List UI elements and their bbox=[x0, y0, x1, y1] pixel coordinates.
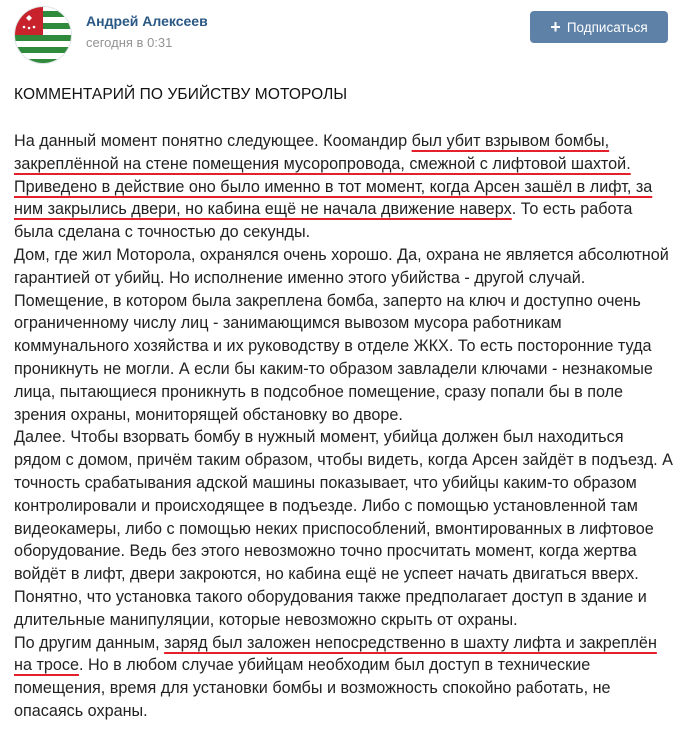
avatar[interactable] bbox=[14, 6, 72, 64]
post-date[interactable]: сегодня в 0:31 bbox=[86, 35, 173, 50]
paragraph-2: Дом, где жил Моторола, охранялся очень хорошо. Да, охрана не является абсолютной гарантией от убийц. Но исполнение именно этого убийства - другой случай. Помещение, в котором была закреплена бомба, заперто на ключ и доступно очень ограниченному числу лиц - занимающимся вывозом мусора работникам коммунального хозяйства и их руководству в отделе ЖКХ. То есть посторонние туда проникнуть не могли. А если бы каким-то образом завладели ключами - незнакомые лица, пытающиеся проникнуть в подсобное помещение, сразу попали бы в поле зрения охраны, мониторящей обстановку во дворе. bbox=[14, 245, 669, 424]
post-body bbox=[14, 130, 674, 723]
paragraph-4: Понятно, что установка такого оборудования также предполагает доступ в здание и длительные манипуляции, которые невозможно скрыть от охраны. bbox=[14, 587, 647, 629]
subscribe-button[interactable] bbox=[530, 11, 668, 43]
text-span: . То есть работа была сделана с точностью до секунды. bbox=[14, 200, 633, 242]
post-title: КОММЕНТАРИЙ ПО УБИЙСТВУ МОТОРОЛЫ bbox=[14, 86, 348, 103]
author-name[interactable]: Андрей Алексеев bbox=[86, 13, 208, 29]
subscribe-label: Подписаться bbox=[566, 19, 648, 35]
highlighted-text: был убит взрывом бомбы, закреплённой на стене помещения мусоропровода, смежной с лифтовой шахтой. Приведено в действие оно было именно в тот момент, когда Арсен зашёл в лифт, за ним закрылись двери, но кабина ещё не начала движение наверх bbox=[14, 132, 653, 219]
abkhazia-flag-icon bbox=[15, 7, 71, 63]
text-span: По другим данным, bbox=[14, 633, 165, 652]
text-span: На данный момент понятно следующее. Коомандир bbox=[14, 132, 412, 150]
paragraph-3: Далее. Чтобы взорвать бомбу в нужный момент, убийца должен был находиться рядом с домом, причём таким образом, чтобы видеть, когда Арсен зайдёт в подъезд. А точность срабатывания адской машины показывает, что убийцы каким-то образом контролировали и происходящее в подъезде. Либо с помощью установленной там видеокамеры, либо с помощью неких приспособлений, вмонтированных в лифтовое оборудование. Ведь без этого невозможно точно просчитать момент, когда жертва войдёт в лифт, двери закроются, но кабина ещё не успеет начать двигаться вверх. bbox=[14, 428, 673, 584]
text-span: . Но в любом случае убийцам необходим был доступ в технические помещения, время для установки бомбы и возможность спокойно работать, не опасаясь охраны. bbox=[14, 656, 611, 720]
paragraph-5 bbox=[14, 632, 674, 723]
highlighted-text: заряд был заложен непосредственно в шахту лифта и закреплён на тросе bbox=[14, 633, 657, 675]
paragraph-1 bbox=[14, 130, 674, 244]
plus-icon: + bbox=[550, 16, 561, 37]
